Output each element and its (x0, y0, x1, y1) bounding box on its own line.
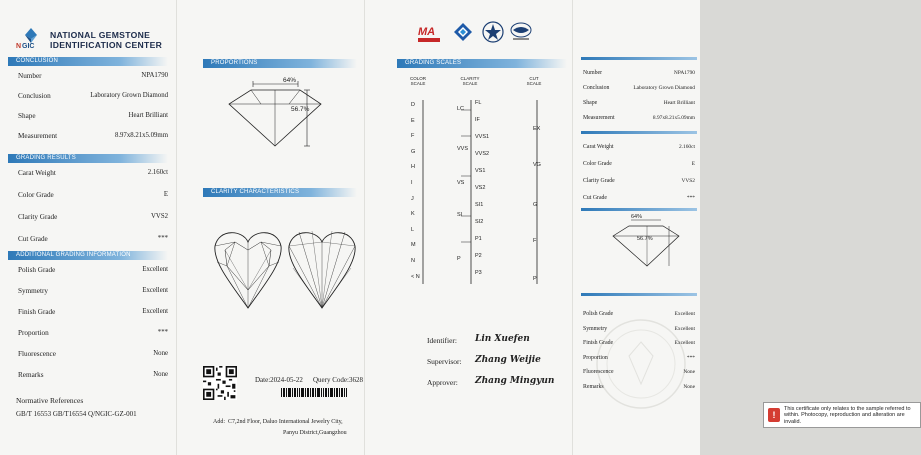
grading-value: *** (157, 235, 168, 242)
clarity-grade-vs2: VS2 (475, 185, 486, 191)
clarity-grade-vvs2: VVS2 (475, 151, 490, 157)
additional-value: *** (157, 329, 168, 336)
conclusion-row-conclusion (18, 92, 168, 100)
proportion-diagram (203, 74, 343, 156)
cut-grade-p: P (533, 276, 537, 282)
grading-value: 2.160ct (147, 169, 168, 176)
additional-value: Excellent (142, 287, 168, 294)
conclusion-label: Measurement (18, 132, 58, 140)
clarity-grade-fl: FL (475, 100, 482, 106)
conclusion-label: Conclusion (18, 92, 51, 100)
summary-top-label: Shape (583, 100, 598, 106)
summary-top-row-number (583, 70, 695, 76)
references-title: Normative References (16, 396, 84, 405)
signature-approver: Zhang Mingyun (475, 376, 555, 386)
address (213, 419, 343, 425)
diamond-badge-icon (453, 22, 473, 42)
address-line2: Panyu District,Guangzhou (283, 430, 347, 436)
cut-grade-g: G (533, 202, 538, 208)
summary-proportion-diagram (591, 212, 691, 272)
grading-scales-header: GRADING SCALES (397, 59, 567, 68)
summary-mid-row-cut-grade (583, 195, 695, 201)
grading-row-clarity-grade (18, 213, 168, 221)
signature-role: Identifier: (427, 336, 457, 345)
summary-mid-row-carat-weight (583, 144, 695, 150)
signature-identifier: Lin Xuefen (475, 334, 530, 344)
clarity-group-vs: VS (457, 180, 465, 186)
signature-role: Supervisor: (427, 357, 462, 366)
clarity-group-si: SI (457, 212, 463, 218)
query-label: Query Code: (313, 376, 349, 384)
summary-bottom-label: Finish Grade (583, 340, 614, 346)
clarity-grade-if: IF (475, 117, 480, 123)
additional-label: Polish Grade (18, 266, 56, 274)
color-grade-k: K (411, 211, 415, 218)
grading-row-cut-grade (18, 235, 168, 243)
barcode (281, 388, 347, 397)
grading-scales-chart (397, 96, 573, 288)
color-grade-h: H (411, 164, 415, 171)
summary-bottom-row-symmetry (583, 326, 695, 332)
summary-top-row-measurement (583, 115, 695, 121)
additional-label: Remarks (18, 371, 44, 379)
summary-top-value: Laboratory Grown Diamond (633, 85, 695, 91)
color-grade-n: < N (411, 273, 420, 280)
color-grade-m: M (411, 242, 416, 249)
summary-bottom-bar (581, 293, 697, 296)
additional-value: None (153, 371, 168, 378)
additional-info-header: ADDITIONAL GRADING INFORMATION (8, 251, 168, 260)
grading-value: E (163, 191, 168, 198)
clarity-group-lc: LC (457, 106, 465, 112)
summary-bottom-label: Fluorescence (583, 369, 614, 375)
svg-text:MA: MA (418, 26, 436, 38)
summary-bottom-value: Excellent (674, 311, 695, 317)
cut-grade-vg: VG (533, 162, 541, 168)
conclusion-label: Number (18, 72, 42, 80)
grading-row-color-grade (18, 191, 168, 199)
summary-top-row-shape (583, 100, 695, 106)
svg-text:GIC: GIC (22, 43, 35, 50)
clarity-group-vvs: VVS (457, 146, 469, 152)
summary-bottom-value: Excellent (674, 340, 695, 346)
color-grade-i: I (411, 180, 413, 186)
color-grade-n: N (411, 258, 415, 264)
summary-bottom-value: *** (686, 354, 695, 361)
conclusion-header: CONCLUSION (8, 57, 168, 66)
summary-bottom-row-finish-grade (583, 340, 695, 346)
summary-diagram-bar (581, 208, 697, 211)
clarity-grade-p2: P2 (475, 253, 482, 259)
summary-top-value: 8.97x8.21x5.09mm (652, 115, 695, 121)
clarity-grade-vvs1: VVS1 (475, 134, 490, 140)
conclusion-row-number (18, 72, 168, 80)
summary-bottom-value: Excellent (674, 325, 695, 332)
depth-percentage: 56.7% (291, 106, 310, 113)
summary-bottom-label: Remarks (583, 383, 604, 390)
conclusion-value: 8.97x8.21x5.09mm (114, 132, 168, 139)
heart-pavilion-diagram (287, 228, 357, 310)
grading-label: Cut Grade (18, 235, 48, 243)
clarity-grade-si2: SI2 (475, 219, 484, 225)
additional-value: None (153, 350, 168, 357)
summary-mid-value: VVS2 (681, 178, 695, 184)
grading-label: Clarity Grade (18, 213, 58, 221)
cut-grade-ex: EX (533, 126, 541, 132)
grading-label: Color Grade (18, 191, 54, 199)
summary-bottom-label: Proportion (583, 354, 608, 361)
color-scale-header: COLOR SCALE (409, 76, 426, 86)
query-code (313, 376, 363, 384)
summary-mid-label: Clarity Grade (583, 178, 615, 184)
summary-mid-label: Color Grade (583, 161, 612, 167)
signature-supervisor: Zhang Weijie (475, 355, 541, 365)
table-percentage: 64% (283, 77, 297, 84)
summary-mid-row-color-grade (583, 161, 695, 167)
star-badge-icon (482, 21, 504, 43)
warning-icon: ! (768, 408, 780, 422)
issue-date (255, 376, 303, 384)
additional-row-fluorescence (18, 350, 168, 358)
grading-value: VVS2 (151, 213, 168, 220)
additional-row-proportion (18, 329, 168, 337)
clarity-grade-p3: P3 (475, 270, 482, 276)
summary-top-value: Heart Brilliant (663, 100, 695, 106)
panel-diagrams (176, 0, 364, 455)
svg-text:N: N (16, 43, 22, 50)
additional-label: Fluorescence (18, 350, 56, 358)
summary-bottom-row-polish-grade (583, 311, 695, 317)
conclusion-value: Laboratory Grown Diamond (90, 92, 168, 99)
clarity-scale-header: CLARITY SCALE (460, 76, 480, 86)
heart-crown-diagram (213, 228, 283, 310)
clarity-grade-si1: SI1 (475, 202, 484, 208)
additional-row-polish-grade (18, 266, 168, 274)
summary-table-pct: 64% (631, 214, 643, 220)
summary-mid-label: Cut Grade (583, 195, 607, 201)
color-grade-d: D (411, 102, 415, 108)
watermark-seal-icon (595, 318, 687, 410)
ngic-logo-icon (14, 27, 48, 49)
summary-bottom-value: None (683, 369, 695, 375)
summary-mid-value: *** (686, 195, 695, 201)
color-grade-g: G (411, 148, 416, 155)
grading-results-header: GRADING RESULTS (8, 154, 168, 163)
address-line1: C7,2nd Floor, Daluo International Jewelry City, (228, 419, 343, 425)
summary-mid-label: Carat Weight (583, 144, 614, 150)
additional-label: Proportion (18, 329, 49, 337)
query-value: 3628 (348, 376, 363, 384)
summary-depth-pct: 56.7% (637, 236, 653, 242)
summary-bottom-row-proportion (583, 355, 695, 361)
grading-label: Carat Weight (18, 169, 56, 177)
date-label: Date: (255, 376, 271, 384)
additional-label: Finish Grade (18, 308, 56, 316)
summary-bottom-row-fluorescence (583, 369, 695, 375)
conclusion-row-shape (18, 112, 168, 120)
color-grade-f: F (411, 133, 415, 140)
conclusion-value: NPA1790 (141, 72, 168, 79)
proportions-header: PROPORTIONS (203, 59, 357, 68)
conclusion-label: Shape (18, 112, 36, 120)
color-grade-j: J (411, 195, 414, 202)
notice-text: This certificate only relates to the sample referred to within. Photocopy, reproduction and alteration are invalid. (784, 406, 911, 425)
color-grade-l: L (411, 226, 415, 233)
clarity-grade-vs1: VS1 (475, 168, 486, 174)
org-name-line1: NATIONAL GEMSTONE (50, 30, 151, 40)
references-text: GB/T 16553 GB/T16554 Q/NGIC-GZ-001 (16, 410, 137, 418)
summary-bottom-label: Symmetry (583, 325, 608, 332)
panel-summary (572, 0, 700, 455)
additional-row-finish-grade (18, 308, 168, 316)
grading-row-carat-weight (18, 169, 168, 177)
address-label: Add: (213, 419, 225, 425)
legal-notice (763, 402, 921, 428)
cut-grade-f: F (533, 238, 537, 244)
date-value: 2024-05-22 (270, 376, 303, 384)
clarity-characteristics-header: CLARITY CHARACTERISTICS (203, 188, 357, 197)
summary-top-label: Number (583, 70, 602, 76)
summary-top-row-conclusion (583, 85, 695, 91)
org-name (50, 30, 162, 50)
qr-code[interactable] (203, 366, 237, 400)
cut-scale-header: CUT SCALE (526, 76, 542, 86)
additional-value: Excellent (142, 308, 168, 315)
summary-bottom-row-remarks (583, 384, 695, 390)
additional-row-symmetry (18, 287, 168, 295)
clarity-group-p: P (457, 256, 461, 262)
summary-mid-row-clarity-grade (583, 178, 695, 184)
additional-label: Symmetry (18, 287, 48, 295)
summary-top-label: Conclusion (583, 85, 610, 91)
additional-row-remarks (18, 371, 168, 379)
signature-role: Approver: (427, 378, 458, 387)
org-name-line2: IDENTIFICATION CENTER (50, 40, 163, 50)
summary-mid-value: 2.160ct (678, 144, 695, 150)
summary-bottom-label: Polish Grade (583, 311, 614, 317)
summary-mid-bar (581, 131, 697, 134)
cma-badge-icon (417, 22, 441, 44)
panel-report (0, 0, 176, 455)
summary-top-value: NPA1790 (673, 70, 695, 76)
additional-value: Excellent (142, 266, 168, 273)
summary-top-label: Measurement (583, 115, 615, 121)
clarity-grade-p1: P1 (475, 236, 482, 242)
summary-mid-value: E (691, 161, 695, 167)
conclusion-value: Heart Brilliant (128, 112, 168, 119)
summary-top-bar (581, 57, 697, 60)
ngtc-badge-icon (510, 22, 532, 42)
conclusion-row-measurement (18, 132, 168, 140)
summary-bottom-value: None (683, 383, 695, 390)
color-grade-e: E (411, 117, 415, 124)
